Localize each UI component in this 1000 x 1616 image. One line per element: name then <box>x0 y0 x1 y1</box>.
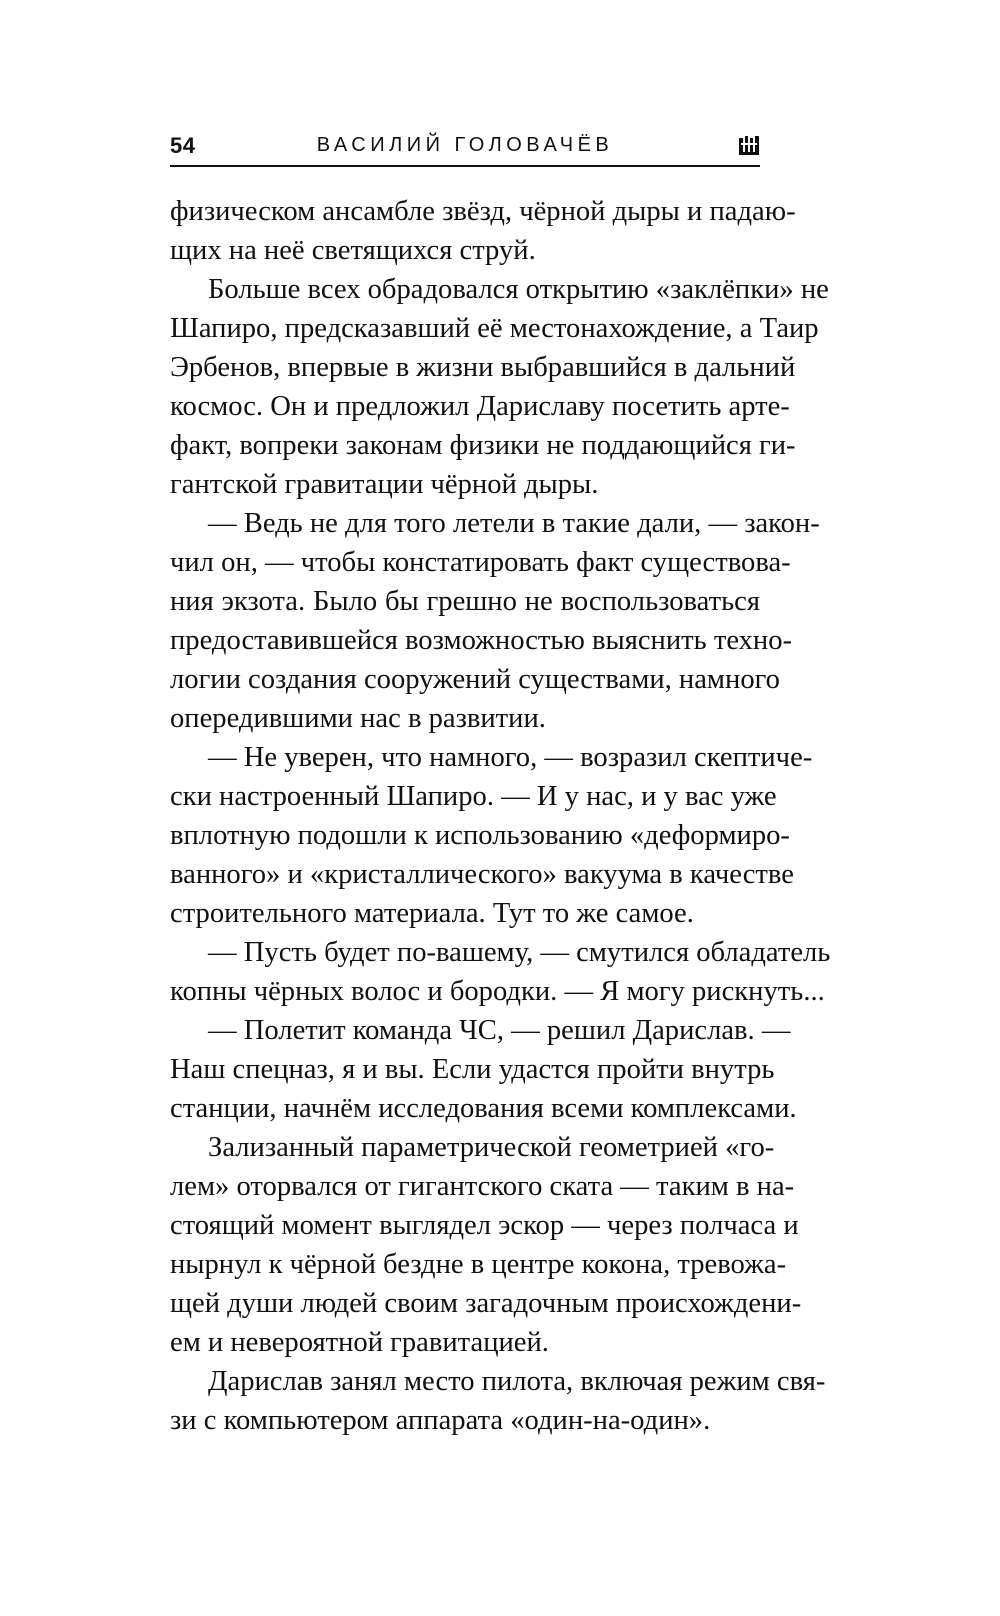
text-line: — Полетит команда ЧС, — решил Дарислав. — <box>208 1015 791 1046</box>
text-line: ем и невероятной гравитацией. <box>170 1327 549 1358</box>
text-line: — Пусть будет по-вашему, — смутился обладатель <box>208 937 831 968</box>
text-line: — Ведь не для того летели в такие дали, — закон- <box>208 508 820 539</box>
text-line: ванного» и «кристаллического» вакуума в качестве <box>170 859 794 890</box>
text-line: станции, начнём исследования всеми комплексами. <box>170 1093 797 1124</box>
text-line: Зализанный параметрической геометрией «го- <box>208 1132 775 1163</box>
text-line: космос. Он и предложил Дариславу посетить арте- <box>170 391 790 422</box>
publisher-logo-glyph <box>738 135 760 157</box>
text-line: Наш спецназ, я и вы. Если удастся пройти внутрь <box>170 1054 775 1085</box>
page-number: 54 <box>170 133 196 158</box>
text-line: нырнул к чёрной бездне в центре кокона, тревожа- <box>170 1249 787 1280</box>
text-line: строительного материала. Тут то же самое. <box>170 898 694 929</box>
text-line: чил он, — чтобы констатировать факт существова- <box>170 547 791 578</box>
paragraph <box>170 270 829 504</box>
text-line: щих на неё светящихся струй. <box>170 235 536 266</box>
text-line: ски настроенный Шапиро. — И у нас, и у вас уже <box>170 781 777 812</box>
text-line: зи с компьютером аппарата «один-на-один». <box>170 1405 711 1436</box>
text-line: предоставившейся возможностью выяснить техно- <box>170 625 793 656</box>
text-line: щей души людей своим загадочным происхождени- <box>170 1288 802 1319</box>
text-line: логии создания сооружений существами, намного <box>170 664 780 695</box>
text-line: факт, вопреки законам физики не поддающийся ги- <box>170 430 796 461</box>
paragraph <box>170 1011 797 1128</box>
paragraph <box>170 933 831 1011</box>
text-line: Больше всех обрадовался открытию «заклёпки» не <box>208 274 829 305</box>
running-head <box>170 131 760 167</box>
text-line: опередившими нас в развитии. <box>170 703 546 734</box>
body-text <box>170 192 831 1440</box>
text-line: ния экзота. Было бы грешно не воспользоваться <box>170 586 760 617</box>
text-line: вплотную подошли к использованию «деформиро- <box>170 820 790 851</box>
text-line: Дарислав занял место пилота, включая режим свя- <box>208 1366 826 1397</box>
text-line: стоящий момент выглядел эскор — через полчаса и <box>170 1210 799 1241</box>
paragraph <box>170 504 820 738</box>
text-line: гантской гравитации чёрной дыры. <box>170 469 599 500</box>
text-line: физическом ансамбле звёзд, чёрной дыры и падаю- <box>170 196 796 227</box>
paragraph <box>170 738 813 933</box>
text-line: — Не уверен, что намного, — возразил скептиче- <box>208 742 813 773</box>
paragraph <box>170 1128 802 1362</box>
text-line: Эрбенов, впервые в жизни выбравшийся в дальний <box>170 352 796 383</box>
paragraph <box>170 1362 826 1440</box>
paragraph <box>170 192 796 270</box>
text-line: копны чёрных волос и бородки. — Я могу рискнуть... <box>170 976 825 1007</box>
text-line: Шапиро, предсказавший её местонахождение, а Таир <box>170 313 819 344</box>
author-name: ВАСИЛИЙ ГОЛОВАЧЁВ <box>316 134 614 156</box>
text-line: лем» оторвался от гигантского ската — таким в на- <box>170 1171 795 1202</box>
publisher-logo-icon <box>738 135 760 157</box>
